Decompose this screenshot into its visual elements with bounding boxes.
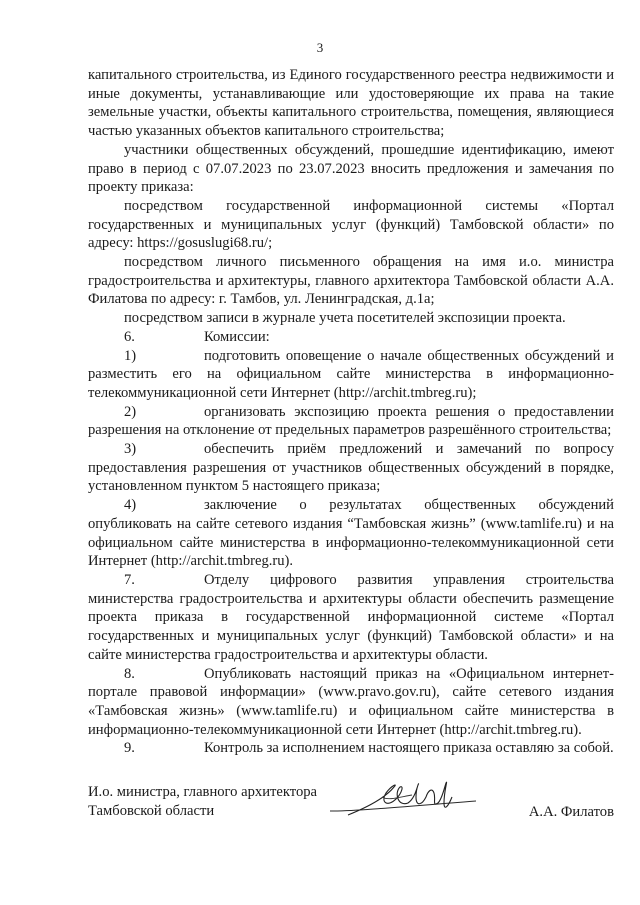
list-item <box>88 496 614 571</box>
item-text: Контроль за исполнением настоящего приказа оставляю за собой. <box>204 740 614 757</box>
signatory-title-line: Тамбовской области <box>88 802 215 819</box>
item-text: Отделу цифрового развития управления строительства министерства градостроительства и архитектуры области обеспечить размещение проекта приказа в государственной информационной системе «Портал государственных и муниципальных услуг (функций) Тамбовской области» и на сайте министерства градостроительства и архитектуры области. <box>88 571 614 663</box>
list-item <box>88 440 614 496</box>
signatory-title <box>88 783 317 820</box>
item-text: Опубликовать настоящий приказ на «Официальном интернет-портале правовой информации» (www.pravo.gov.ru), сайте сетевого издания «Тамбовская жизнь» (www.tamlife.ru) и официальном сайте министерства в информационно-телекоммуникационной сети Интернет (http://archit.tmbreg.ru). <box>88 665 614 738</box>
item-text: подготовить оповещение о начале общественных обсуждений и разместить его на официальном сайте министерства в информационно-телекоммуникационной сети Интернет (http://archit.tmbreg.ru); <box>88 347 614 401</box>
list-item <box>88 665 614 740</box>
item-number: 3) <box>124 441 137 458</box>
list-item <box>88 347 614 403</box>
item-number: 4) <box>124 497 137 514</box>
list-item <box>88 739 614 758</box>
page-number: 3 <box>316 40 324 55</box>
list-item <box>88 571 614 665</box>
paragraph-written-request: посредством личного письменного обращения на имя и.о. министра градостроительства и архитектуры, главного архитектора Тамбовской области А.А. Филатова по адресу: г. Тамбов, ул. Ленинградская, д.1а; <box>88 254 614 308</box>
handwritten-signature <box>328 777 478 823</box>
item-text: организовать экспозицию проекта решения о предоставлении разрешения на отклонение от предельных параметров разрешённого строительства; <box>88 403 614 439</box>
document-body <box>88 66 614 758</box>
item-text: Комиссии: <box>204 328 270 345</box>
item-number: 8. <box>124 665 135 682</box>
item-number: 9. <box>124 740 135 757</box>
item-number: 1) <box>124 347 137 364</box>
item-number: 6. <box>124 328 135 345</box>
item-text: обеспечить приём предложений и замечаний по вопросу предоставления разрешения от участников общественных обсуждений в порядке, установленном пунктом 5 настоящего приказа; <box>88 441 614 495</box>
item-number: 2) <box>124 403 137 420</box>
list-item <box>88 403 614 440</box>
item-number: 7. <box>124 571 135 588</box>
item-text: заключение о результатах общественных обсуждений опубликовать на сайте сетевого издания “Тамбовская жизнь” (www.tamlife.ru) и на официальном сайте министерства в информационно-телекоммуникационной сети Интернет (http://archit.tmbreg.ru). <box>88 497 614 570</box>
paragraph-participants: участники общественных обсуждений, прошедшие идентификацию, имеют право в период с 07.07.2023 по 23.07.2023 вносить предложения и замечания по проекту приказа: <box>88 141 614 196</box>
signature-block <box>88 783 614 843</box>
paragraph-journal: посредством записи в журнале учета посетителей экспозиции проекта. <box>124 310 566 327</box>
paragraph-portal: посредством государственной информационной системы «Портал государственных и муниципальных услуг (функций) Тамбовской области» по адресу: https://gosuslugi68.ru/; <box>88 197 614 252</box>
signatory-name: А.А. Филатов <box>528 804 614 820</box>
list-item <box>88 328 614 347</box>
signatory-title-line: И.о. министра, главного архитектора <box>88 784 318 800</box>
paragraph-continuation: капитального строительства, из Единого государственного реестра недвижимости и иные документы, устанавливающие или удостоверяющие их права на такие земельные участки, объекты капитального строительства, помещения, являющиеся частью указанных объектов капитального строительства; <box>88 67 614 140</box>
